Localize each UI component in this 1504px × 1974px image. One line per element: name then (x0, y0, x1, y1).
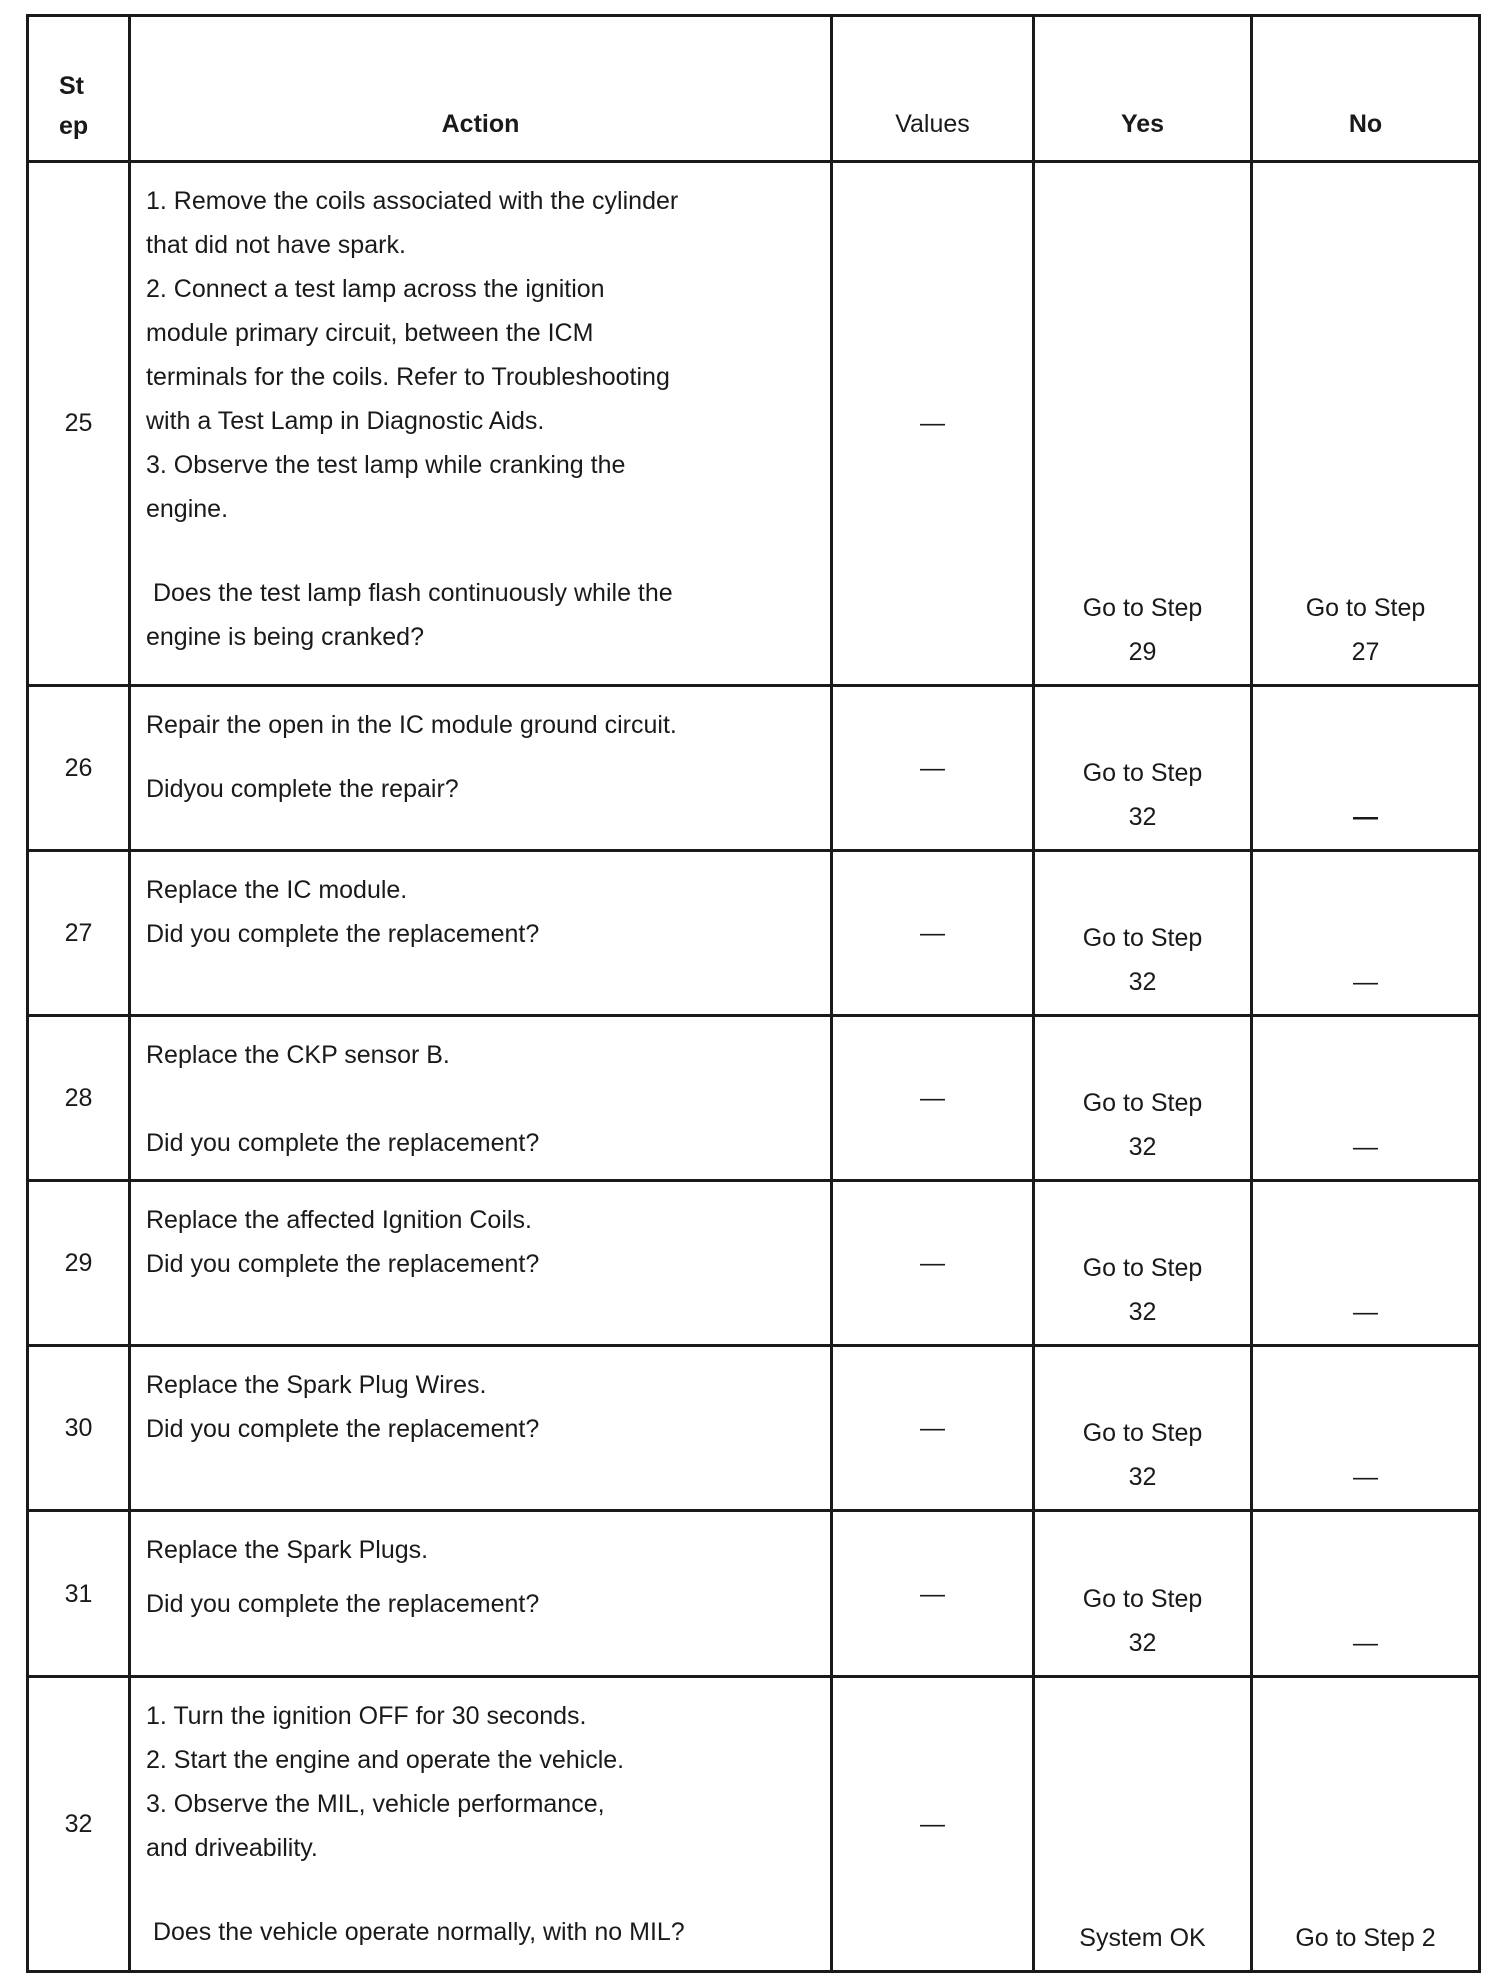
action-cell (130, 1676, 832, 1971)
action-line: with a Test Lamp in Diagnostic Aids. (146, 407, 545, 436)
step-number: 29 (28, 1181, 130, 1346)
values-cell: — (832, 1181, 1034, 1346)
step-number: 25 (28, 162, 130, 686)
header-no: No (1252, 16, 1480, 162)
values-cell: — (832, 1676, 1034, 1971)
question-line: Did you complete the replacement? (146, 1415, 540, 1444)
step-number: 31 (28, 1511, 130, 1676)
table-row (28, 1511, 1480, 1676)
values-cell: — (832, 1346, 1034, 1511)
action-line: Replace the CKP sensor B. (146, 1040, 450, 1069)
action-cell (130, 1015, 832, 1180)
no-cell: Go to Step 2 (1252, 1676, 1480, 1971)
yes-cell: Go to Step 32 (1034, 850, 1252, 1015)
step-number: 32 (28, 1676, 130, 1971)
header-values: Values (832, 16, 1034, 162)
action-line: and driveability. (146, 1833, 318, 1862)
question-line: Does the vehicle operate normally, with no MIL? (146, 1917, 685, 1946)
action-line: Repair the open in the IC module ground circuit. (146, 710, 677, 739)
action-cell (130, 685, 832, 850)
table-row (28, 685, 1480, 850)
yes-cell: Go to Step 32 (1034, 1346, 1252, 1511)
step-number: 27 (28, 850, 130, 1015)
action-line: module primary circuit, between the ICM (146, 319, 594, 348)
action-cell (130, 850, 832, 1015)
header-action: Action (130, 16, 832, 162)
no-cell: — (1252, 1015, 1480, 1180)
no-cell: — (1252, 1346, 1480, 1511)
table-row (28, 1181, 1480, 1346)
action-line: Replace the Spark Plug Wires. (146, 1371, 487, 1400)
action-line: Replace the IC module. (146, 875, 408, 904)
values-cell: — (832, 1015, 1034, 1180)
action-line: 3. Observe the MIL, vehicle performance, (146, 1789, 605, 1818)
action-line: terminals for the coils. Refer to Troubleshooting (146, 363, 670, 392)
yes-cell: Go to Step 32 (1034, 1511, 1252, 1676)
yes-cell: System OK (1034, 1676, 1252, 1971)
action-line: 2. Connect a test lamp across the ignition (146, 275, 605, 304)
question-line: engine is being cranked? (146, 623, 424, 652)
values-cell: — (832, 1511, 1034, 1676)
action-line: 1. Turn the ignition OFF for 30 seconds. (146, 1701, 587, 1730)
step-number: 30 (28, 1346, 130, 1511)
no-cell: — (1252, 850, 1480, 1015)
header-step: St ep (28, 16, 130, 162)
header-yes: Yes (1034, 16, 1252, 162)
table-row (28, 1015, 1480, 1180)
yes-cell: Go to Step 29 (1034, 162, 1252, 686)
question-line: Didyou complete the repair? (146, 774, 459, 803)
yes-cell: Go to Step 32 (1034, 685, 1252, 850)
question-line: Did you complete the replacement? (146, 1250, 540, 1279)
question-line: Did you complete the replacement? (146, 1128, 540, 1157)
action-cell (130, 1511, 832, 1676)
yes-cell: Go to Step 32 (1034, 1015, 1252, 1180)
diagnostic-table (26, 14, 1481, 1973)
values-cell: — (832, 850, 1034, 1015)
action-line: 2. Start the engine and operate the vehicle. (146, 1745, 625, 1774)
header-row (28, 16, 1480, 162)
no-cell: — (1252, 1511, 1480, 1676)
question-line: Did you complete the replacement? (146, 919, 540, 948)
yes-cell: Go to Step 32 (1034, 1181, 1252, 1346)
question-line: Does the test lamp flash continuously while the (146, 579, 673, 608)
action-line: 3. Observe the test lamp while cranking the (146, 451, 626, 480)
no-cell: — (1252, 1181, 1480, 1346)
no-cell: Go to Step 27 (1252, 162, 1480, 686)
action-line: that did not have spark. (146, 231, 406, 260)
action-line: engine. (146, 495, 229, 524)
action-cell (130, 1181, 832, 1346)
table-row (28, 1346, 1480, 1511)
action-line: Replace the affected Ignition Coils. (146, 1206, 532, 1235)
table-row (28, 162, 1480, 686)
step-number: 26 (28, 685, 130, 850)
values-cell: — (832, 162, 1034, 686)
table-row (28, 850, 1480, 1015)
table-row (28, 1676, 1480, 1971)
no-cell: — (1252, 685, 1480, 850)
action-cell (130, 162, 832, 686)
step-number: 28 (28, 1015, 130, 1180)
action-line: Replace the Spark Plugs. (146, 1536, 429, 1565)
values-cell: — (832, 685, 1034, 850)
action-line: 1. Remove the coils associated with the cylinder (146, 187, 679, 216)
question-line: Did you complete the replacement? (146, 1590, 540, 1619)
action-cell (130, 1346, 832, 1511)
